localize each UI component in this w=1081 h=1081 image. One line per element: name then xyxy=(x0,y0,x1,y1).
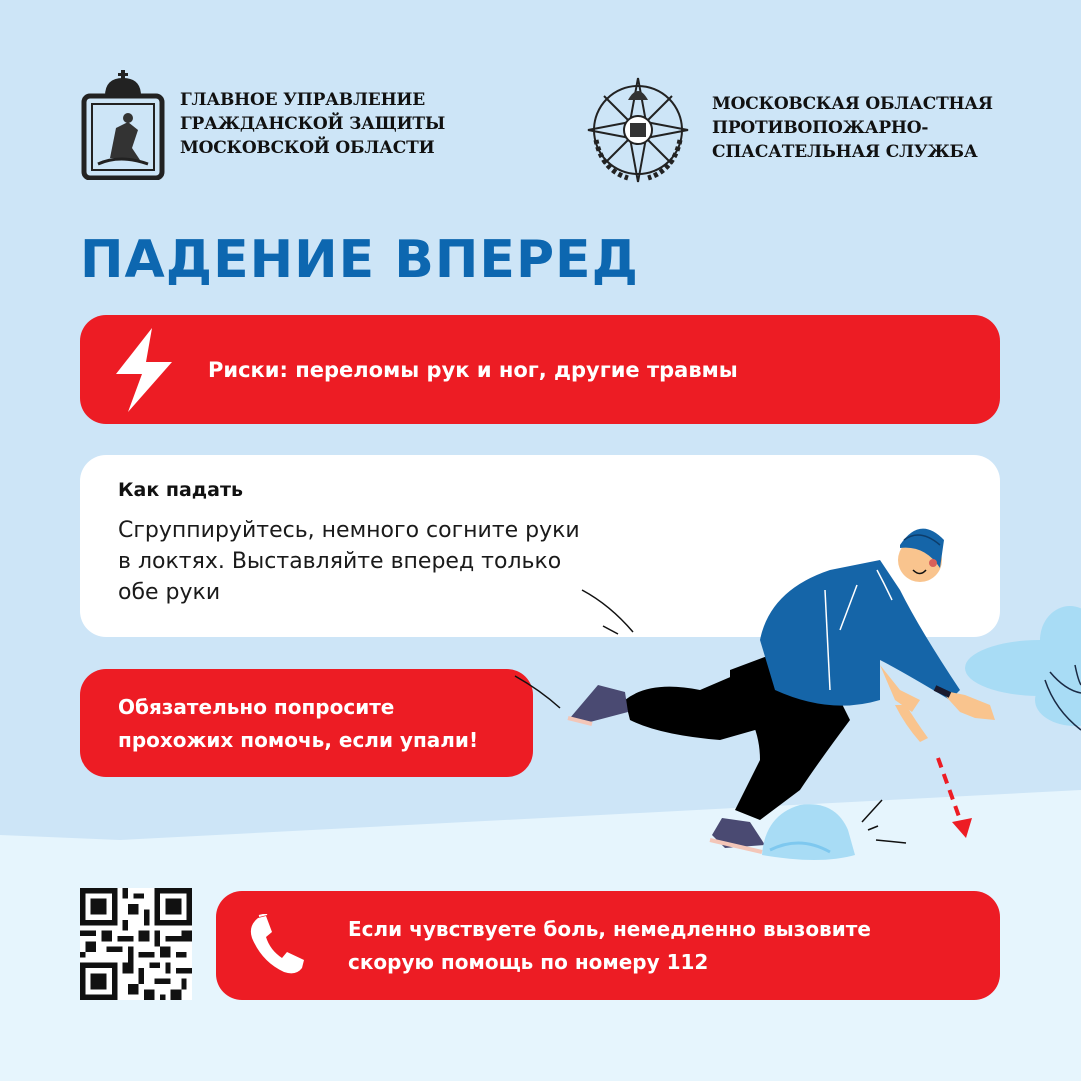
person-falling-illustration xyxy=(510,510,1081,880)
org-gu-civil-defense xyxy=(80,68,445,180)
org-left-line-1: ГЛАВНОЕ УПРАВЛЕНИЕ xyxy=(180,90,426,110)
risk-banner xyxy=(80,315,1000,424)
how-to-fall-line-3: обе руки xyxy=(118,580,221,605)
lightning-icon xyxy=(114,328,174,412)
ask-help-banner xyxy=(80,669,533,777)
how-to-fall-line-1: Сгруппируйтесь, немного согните руки xyxy=(118,518,580,543)
risk-text: Риски: переломы рук и ног, другие травмы xyxy=(208,357,738,382)
fire-rescue-service-emblem-icon xyxy=(580,70,696,186)
emergency-line-1: Если чувствуете боль, немедленно вызовите xyxy=(348,916,871,941)
moscow-region-coat-of-arms-icon xyxy=(80,68,166,180)
emergency-line-2: скорую помощь по номеру 112 xyxy=(348,949,709,974)
how-to-fall-title: Как падать xyxy=(118,479,244,501)
org-left-line-3: МОСКОВСКОЙ ОБЛАСТИ xyxy=(180,138,435,158)
phone-icon xyxy=(244,914,308,978)
qr-code[interactable] xyxy=(80,888,192,1000)
emergency-call-banner xyxy=(216,891,1000,1000)
ask-help-line-2: прохожих помочь, если упали! xyxy=(118,728,479,752)
org-fire-rescue-service xyxy=(580,70,993,186)
ask-help-line-1: Обязательно попросите xyxy=(118,695,395,719)
how-to-fall-line-2: в локтях. Выставляйте вперед только xyxy=(118,549,562,574)
org-right-line-1: МОСКОВСКАЯ ОБЛАСТНАЯ xyxy=(712,94,993,114)
org-right-line-3: СПАСАТЕЛЬНАЯ СЛУЖБА xyxy=(712,142,978,162)
org-right-line-2: ПРОТИВОПОЖАРНО- xyxy=(712,118,929,138)
org-left-line-2: ГРАЖДАНСКОЙ ЗАЩИТЫ xyxy=(180,114,446,134)
page-title: ПАДЕНИЕ ВПЕРЕД xyxy=(80,230,639,290)
